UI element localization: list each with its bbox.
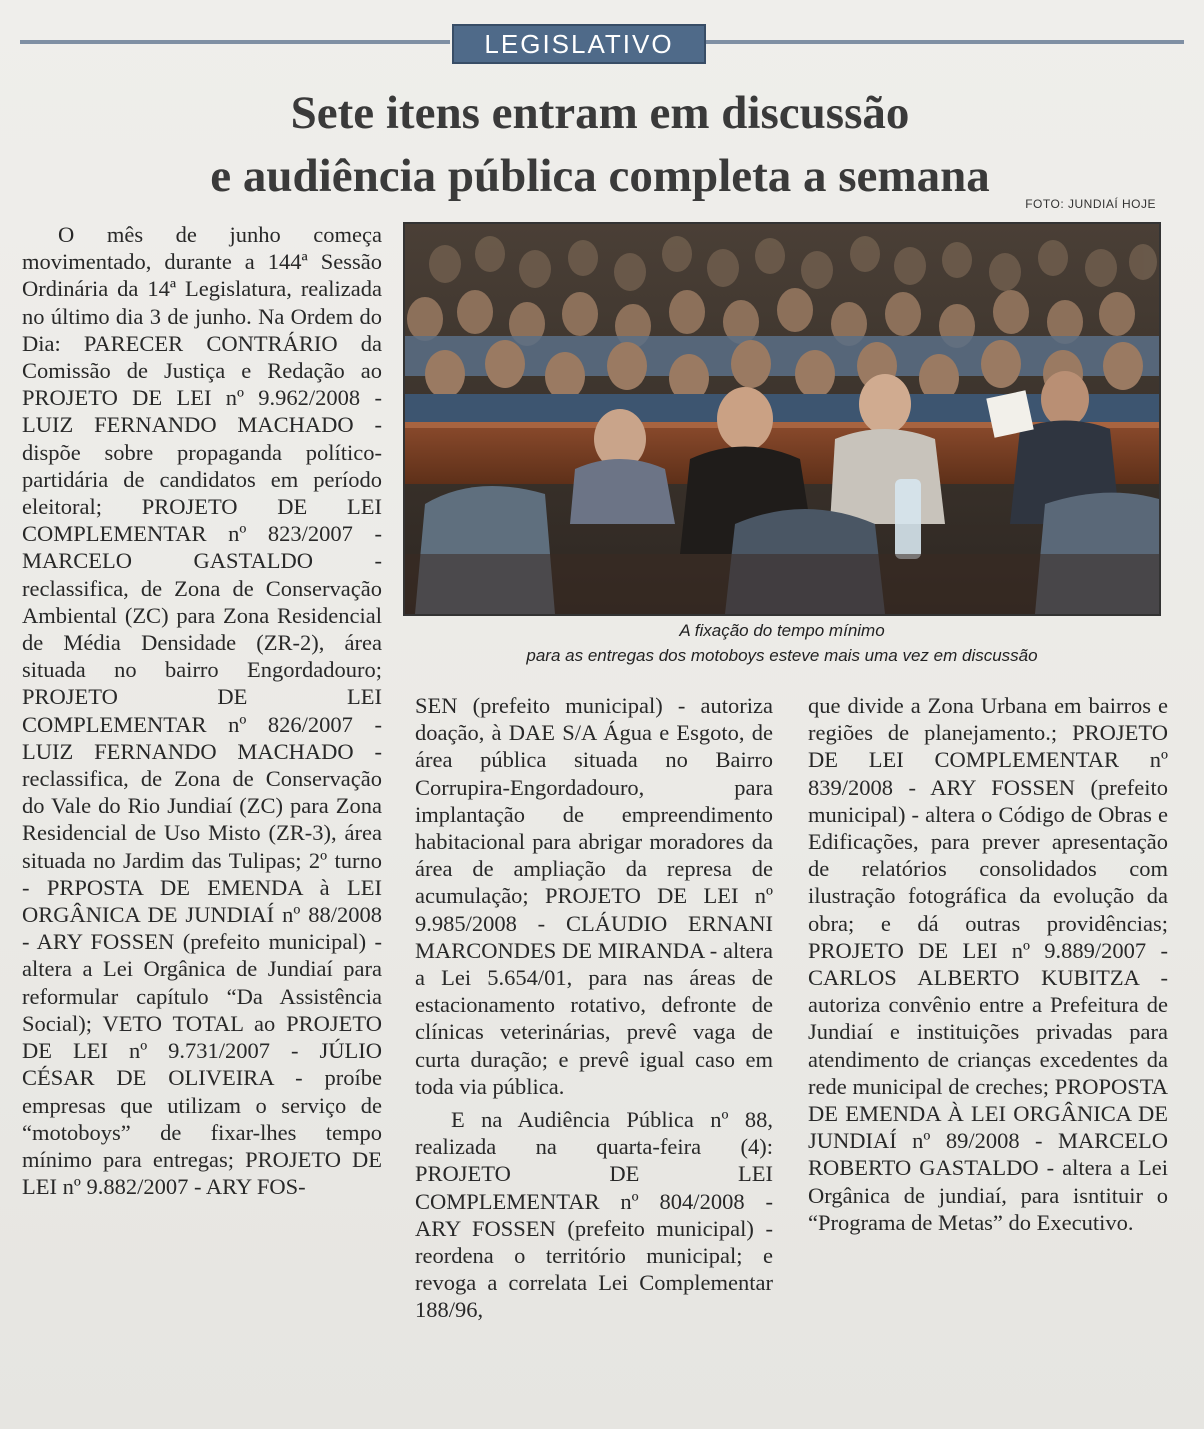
- caption-line-1-text: A fixação do tempo mínimo: [679, 621, 885, 640]
- photo-credit: FOTO: JUNDIAÍ HOJE: [1025, 197, 1156, 211]
- headline-line-2: e audiência pública completa a semana: [210, 150, 990, 202]
- photo-image: [405, 224, 1159, 614]
- caption-line-2-wrap: [403, 646, 1161, 666]
- article-column-3: [808, 692, 1168, 1236]
- caption-line-2-text: para as entregas dos motoboys esteve mais uma vez em discussão: [526, 646, 1038, 665]
- article-column-1: [22, 221, 382, 1200]
- photo-council-session: [403, 222, 1161, 616]
- article-paragraph: que divide a Zona Urbana em bairros e regiões de planejamento.; PROJETO DE LEI COMPLEMENTAR nº 839/2008 - ARY FOSSEN (prefeito municipal) - altera o Código de Obras e Edificações, para prever apresentação de relatórios consolidados com ilustração fotográfica da evolução da obra; e dá outras providências; PROJETO DE LEI nº 9.889/2007 - CARLOS ALBERTO KUBITZA - autoriza convênio entre a Prefeitura de Jundiaí e instituições privadas para atendimento de crianças excedentes da rede municipal de creches; PROPOSTA DE EMENDA À LEI ORGÂNICA DE JUNDIAÍ nº 89/2008 - MARCELO ROBERTO GASTALDO - altera a Lei Orgânica de jundiaí, para isntituir o “Programa de Metas” do Executivo.: [808, 693, 1168, 1235]
- section-rule-right: [704, 40, 1184, 44]
- article-column-2: [415, 692, 773, 1324]
- article-paragraph: O mês de junho começa movimentado, durante a 144ª Sessão Ordinária da 14ª Legislatura, realizada no último dia 3 de junho. Na Ordem do Dia: PARECER CONTRÁRIO da Comissão de Justiça e Redação ao PROJETO DE LEI nº 9.962/2008 - LUIZ FERNANDO MACHADO - dispõe sobre propaganda político-partidária de candidatos em período eleitoral; PROJETO DE LEI COMPLEMENTAR nº 823/2007 - MARCELO GASTALDO - reclassifica, de Zona de Conservação Ambiental (ZC) para Zona Residencial de Média Densidade (ZR-2), área situada no bairro Engordadouro; PROJETO DE LEI COMPLEMENTAR nº 826/2007 - LUIZ FERNANDO MACHADO - reclassifica, de Zona de Conservação do Vale do Rio Jundiaí (ZC) para Zona Residencial de Uso Misto (ZR-3), área situada no Jardim das Tulipas; 2º turno - PRPOSTA DE EMENDA à LEI ORGÂNICA DE JUNDIAÍ nº 88/2008 - ARY FOSSEN (prefeito municipal) - altera a Lei Orgânica de Jundiaí para reformular capítulo “Da Assistência Social); VETO TOTAL ao PROJETO DE LEI nº 9.731/2007 - JÚLIO CÉSAR DE OLIVEIRA - proíbe empresas que utilizam o serviço de “motoboys” de fixar-lhes tempo mínimo para entregas; PROJETO DE LEI nº 9.882/2007 - ARY FOS-: [22, 222, 382, 1200]
- headline: [140, 82, 1060, 208]
- section-tag: [452, 24, 706, 64]
- article-paragraph: E na Audiência Pública nº 88, realizada na quarta-feira (4): PROJETO DE LEI COMPLEMENTAR nº 804/2008 - ARY FOSSEN (prefeito municipal) - reordena o território municipal; e revoga a correlata Lei Complementar 188/96,: [415, 1107, 773, 1323]
- section-label: LEGISLATIVO: [484, 28, 674, 59]
- article-paragraph: SEN (prefeito municipal) - autoriza doação, à DAE S/A Água e Esgoto, de área pública situada no Bairro Corrupira-Engordadouro, para implantação de empreendimento habitacional para abrigar moradores da área de ampliação da represa de acumulação; PROJETO DE LEI nº 9.985/2008 - CLÁUDIO ERNANI MARCONDES DE MIRANDA - altera a Lei 5.654/01, para nas áreas de estacionamento rotativo, defronte de clínicas veterinárias, prevê vaga de curta duração; e prevê igual caso em toda via pública.: [415, 693, 773, 1099]
- headline-line-1: Sete itens entram em discussão: [290, 87, 910, 139]
- caption-line-1-wrap: [403, 621, 1161, 641]
- section-rule-left: [20, 40, 450, 44]
